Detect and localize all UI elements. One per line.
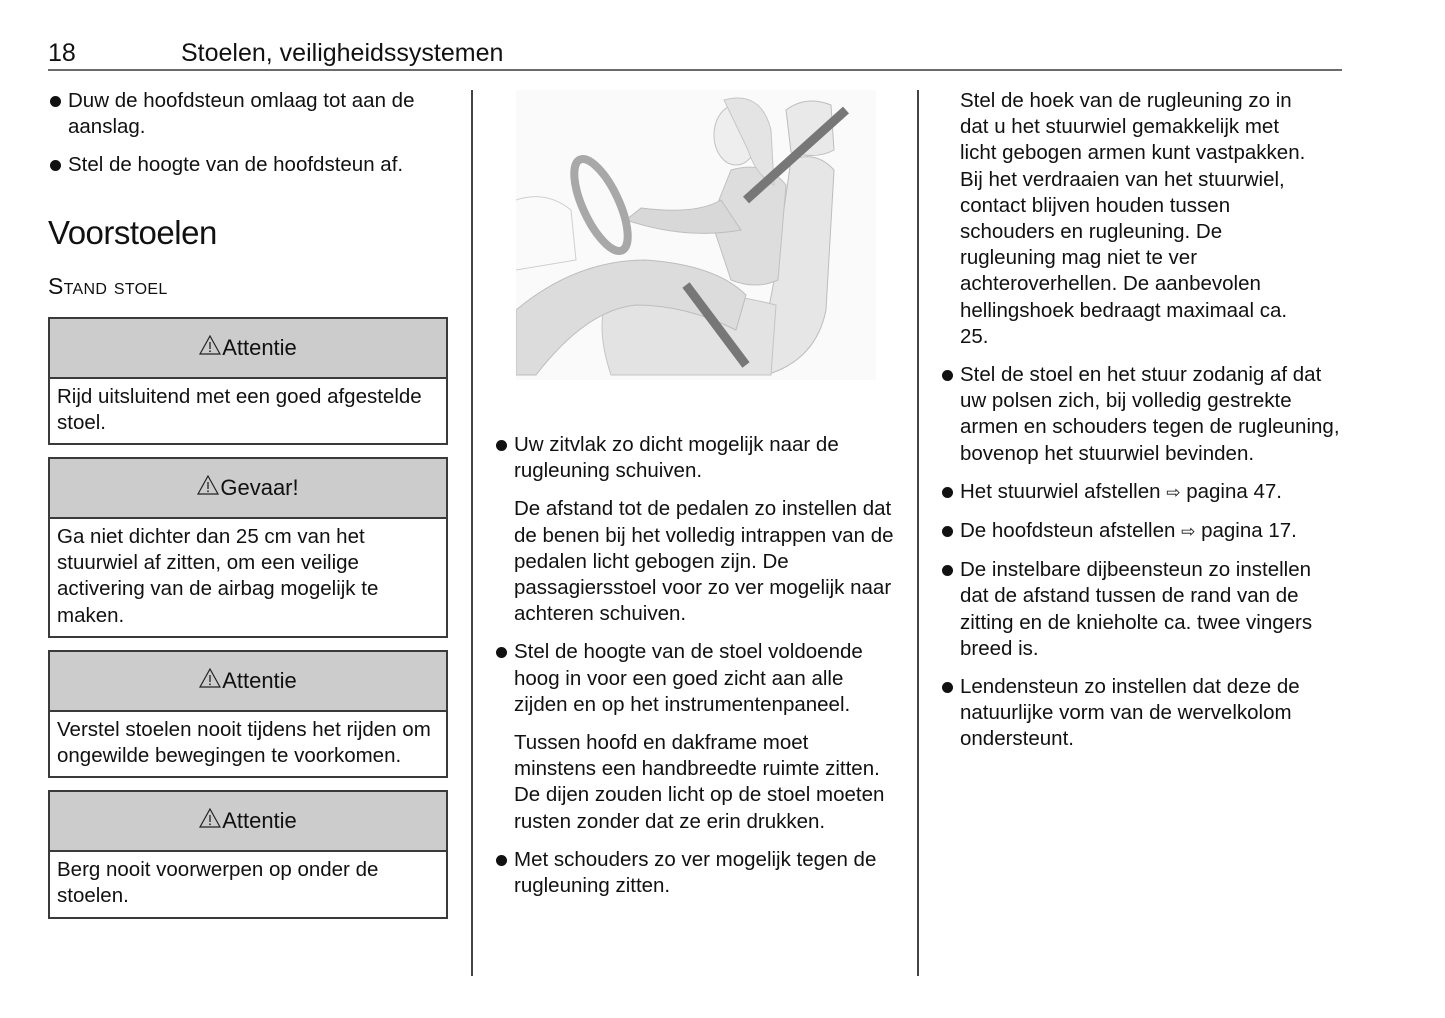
bullet-icon [50, 160, 61, 171]
notice-header: Attentie [50, 319, 446, 379]
arrow-right-icon: ⇨ [1181, 522, 1196, 542]
bullet-icon [942, 565, 953, 576]
list-item: Stel de hoogte van de hoofdsteun af. [48, 152, 453, 178]
notice-header: Gevaar! [50, 459, 446, 519]
bullet-icon [496, 855, 507, 866]
notice-box [48, 317, 448, 445]
paragraph: Stel de hoek van de rugleuning zo in dat u het stuurwiel gemakkelijk met licht gebogen armen kunt vastpakken. Bij het verdraaien van het stuurwiel, contact blijven houden tussen schouders en rugleuning. De rugleuning mag niet te ver achteroverhellen. De aanbevolen hellingshoek bedraagt maximaal ca. 25. [960, 89, 1306, 348]
page-number: 18 [48, 39, 76, 67]
warning-triangle-icon [199, 808, 221, 834]
list-item: Stel de hoogte van de stoel voldoende hoog in voor een goed zicht aan alle zijden en op het instrumentenpaneel. [494, 639, 894, 718]
notice-box [48, 650, 448, 778]
column-divider [917, 90, 919, 976]
arrow-right-icon: ⇨ [1166, 482, 1181, 502]
bullet-icon [942, 526, 953, 537]
warning-triangle-icon [199, 335, 221, 361]
list-item-link: Het stuurwiel afstellen ⇨ pagina 47. [940, 479, 1340, 506]
subheading: Stand stoel [48, 272, 168, 299]
warning-triangle-icon [199, 668, 221, 694]
page-reference-link[interactable]: pagina 17. [1201, 519, 1297, 543]
list-item: Uw zitvlak zo dicht mogelijk naar de rugleuning schuiven. [494, 432, 894, 484]
list-item: Lendensteun zo instellen dat deze de natuurlijke vorm van de wervelkolom ondersteunt. [940, 674, 1340, 753]
notice-text: Verstel stoelen nooit tijdens het rijden om ongewilde bewegingen te voorkomen. [57, 717, 431, 768]
page-reference-link[interactable]: pagina 47. [1186, 479, 1282, 503]
section-title: Stoelen, veiligheidssystemen [181, 39, 504, 67]
paragraph: De afstand tot de pedalen zo instellen dat de benen bij het volledig intrappen van de pedalen licht gebogen zijn. De passagiersstoel voor zo ver mogelijk naar achteren schuiven. [514, 497, 894, 626]
list-item: Duw de hoofdsteun omlaag tot aan de aanslag. [48, 88, 453, 140]
seat-position-illustration [516, 90, 876, 380]
heading: Voorstoelen [48, 213, 217, 251]
paragraph: Tussen hoofd en dakframe moet minstens een handbreedte ruimte zitten. De dijen zouden licht op de stoel moeten rusten zonder dat ze erin drukken. [514, 731, 885, 833]
list-item-link: De hoofdsteun afstellen ⇨ pagina 17. [940, 518, 1340, 545]
notice-text: Ga niet dichter dan 25 cm van het stuurwiel af zitten, om een veilige activering van de airbag mogelijk te maken. [57, 525, 379, 627]
bullet-icon [942, 682, 953, 693]
notice-text: Berg nooit voorwerpen op onder de stoelen. [57, 858, 379, 908]
left-column [48, 88, 453, 931]
notice-box [48, 790, 448, 918]
warning-triangle-icon [197, 475, 219, 501]
notice-text: Rijd uitsluitend met een goed afgestelde stoel. [57, 384, 422, 434]
middle-column [494, 88, 894, 911]
notice-box [48, 457, 448, 638]
page-header [48, 38, 1342, 71]
list-item: De instelbare dijbeensteun zo instellen dat de afstand tussen de rand van de zitting en de knieholte ca. twee vingers breed is. [940, 557, 1340, 662]
bullet-icon [50, 96, 61, 107]
list-item: Stel de stoel en het stuur zodanig af dat uw polsen zich, bij volledig gestrekte armen en schouders tegen de rugleuning, bovenop het stuurwiel bevinden. [940, 362, 1340, 467]
column-divider [471, 90, 473, 976]
bullet-icon [942, 370, 953, 381]
bullet-icon [496, 440, 507, 451]
right-column [940, 88, 1340, 765]
notice-header: Attentie [50, 792, 446, 852]
bullet-icon [942, 487, 953, 498]
bullet-icon [496, 647, 507, 658]
notice-header: Attentie [50, 652, 446, 712]
list-item: Met schouders zo ver mogelijk tegen de rugleuning zitten. [494, 847, 894, 899]
